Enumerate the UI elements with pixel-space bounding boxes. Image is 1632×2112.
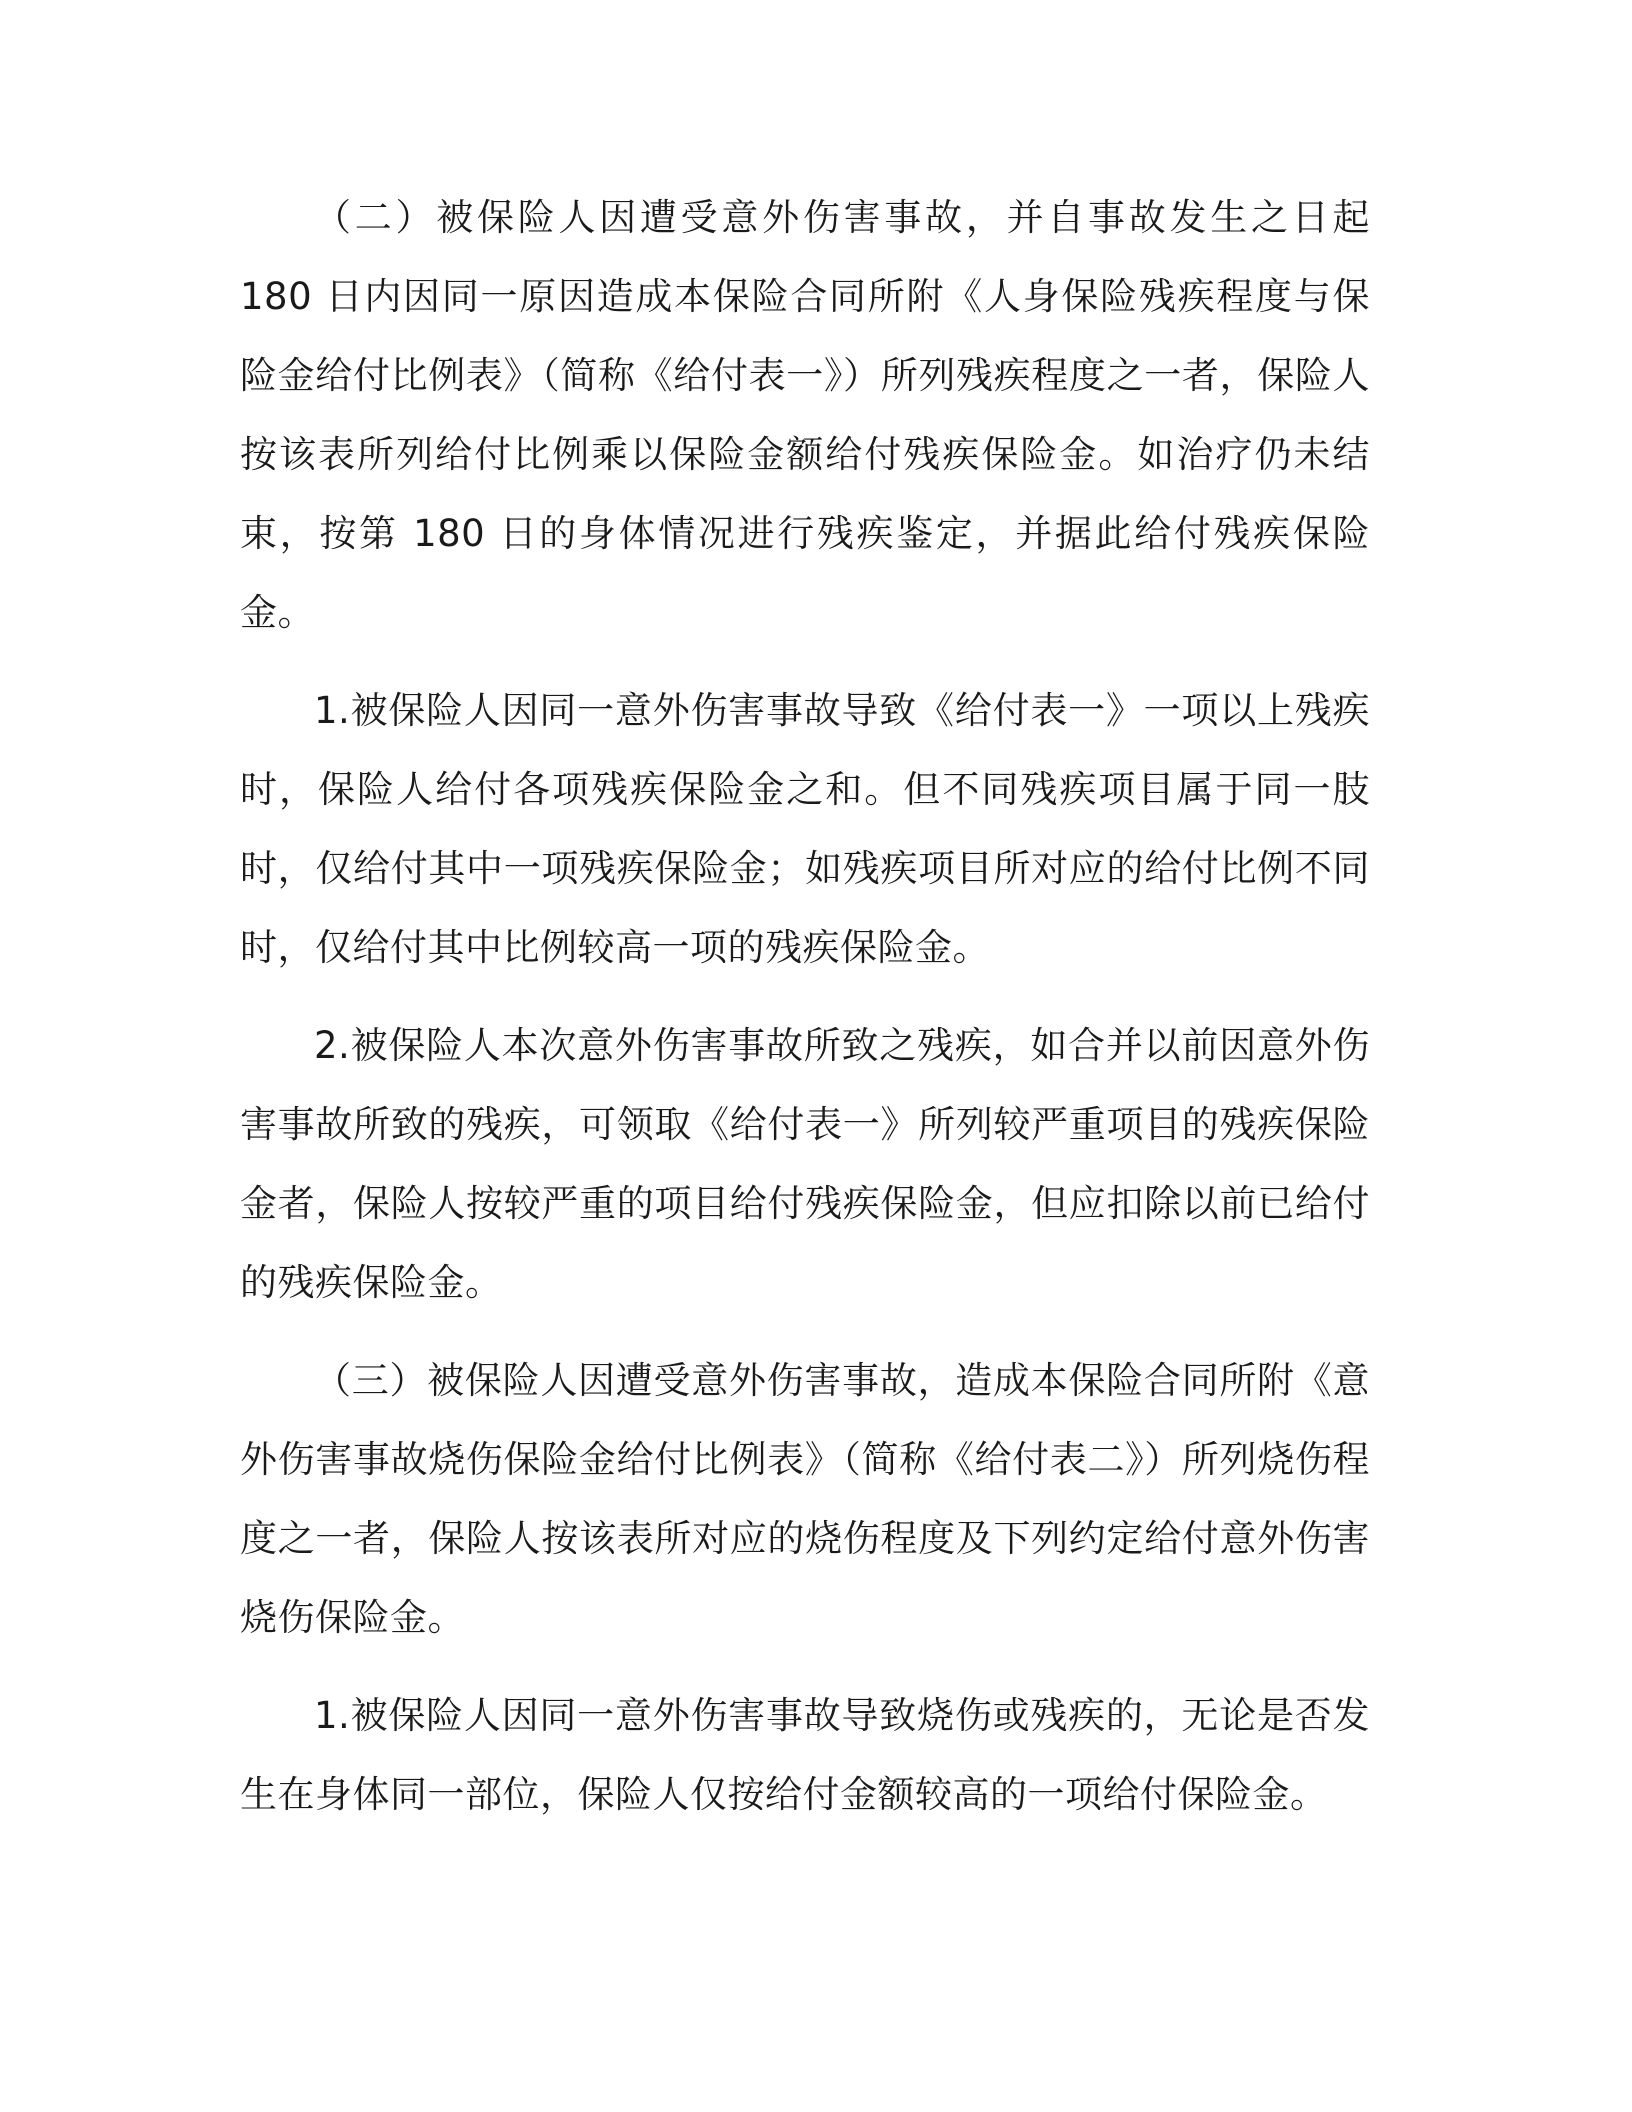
document-body: [240, 178, 1370, 1834]
paragraph-combined-disabilities: 2.被保险人本次意外伤害事故所致之残疾，如合并以前因意外伤害事故所致的残疾，可领取《给付表一》所列较严重项目的残疾保险金者，保险人按较严重的项目给付残疾保险金，但应扣除以前已给付的残疾保险金。: [240, 1024, 1370, 1304]
paragraph-burn-clause: （三）被保险人因遭受意外伤害事故，造成本保险合同所附《意外伤害事故烧伤保险金给付比例表》（简称《给付表二》）所列烧伤程度之一者，保险人按该表所对应的烧伤程度及下列约定给付意外伤害烧伤保险金。: [240, 1359, 1370, 1639]
paragraph-burn-or-disability: 1.被保险人因同一意外伤害事故导致烧伤或残疾的，无论是否发生在身体同一部位，保险人仅按给付金额较高的一项给付保险金。: [240, 1694, 1370, 1816]
paragraph-multiple-disabilities: 1.被保险人因同一意外伤害事故导致《给付表一》一项以上残疾时，保险人给付各项残疾保险金之和。但不同残疾项目属于同一肢时，仅给付其中一项残疾保险金；如残疾项目所对应的给付比例不同时，仅给付其中比例较高一项的残疾保险金。: [240, 689, 1370, 969]
paragraph-disability-clause: （二）被保险人因遭受意外伤害事故，并自事故发生之日起 180 日内因同一原因造成本保险合同所附《人身保险残疾程度与保险金给付比例表》（简称《给付表一》）所列残疾程度之一者，保险人按该表所列给付比例乘以保险金额给付残疾保险金。如治疗仍未结束，按第 180 日的身体情况进行残疾鉴定，并据此给付残疾保险金。: [240, 196, 1370, 634]
